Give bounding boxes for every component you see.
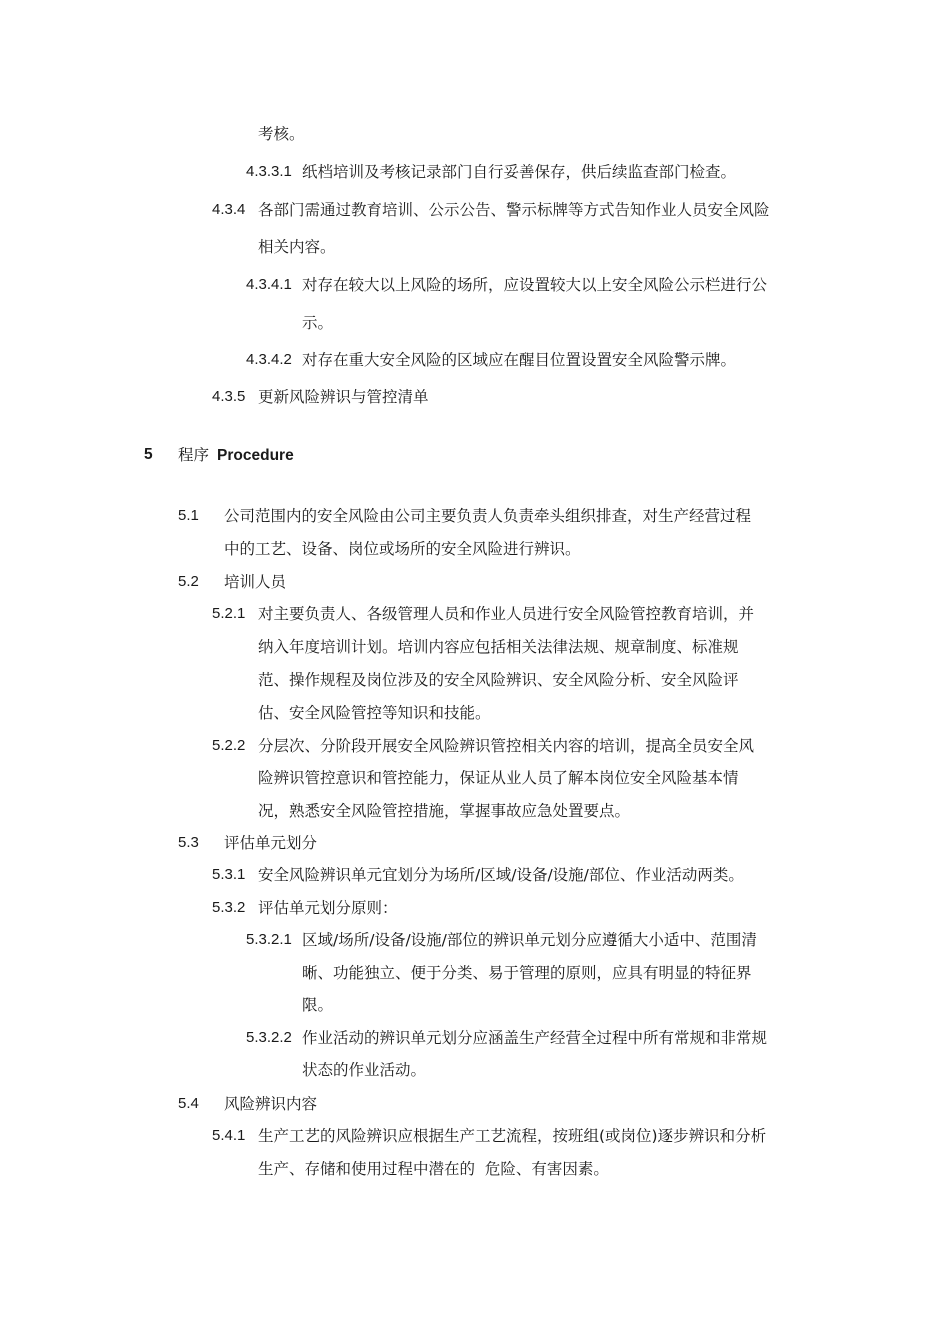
clause-text: 风险辨识内容 bbox=[224, 1095, 318, 1113]
paragraph-continuation: 晰、功能独立、便于分类、易于管理的原则，应具有明显的特征界 bbox=[302, 964, 752, 982]
clause-text: 纸档培训及考核记录部门自行妥善保存，供后续监查部门检查。 bbox=[302, 163, 737, 181]
clause-text: 评估单元划分原则： bbox=[258, 899, 398, 917]
clause-text: 分层次、分阶段开展安全风险辨识管控相关内容的培训，提高全员安全风 bbox=[258, 737, 755, 755]
clause-number: 5.2.2 bbox=[212, 737, 246, 754]
section-title bbox=[178, 445, 294, 466]
paragraph-continuation: 险辨识管控意识和管控能力，保证从业人员了解本岗位安全风险基本情 bbox=[258, 769, 739, 787]
section-title-en: Procedure bbox=[217, 447, 294, 464]
paragraph-continuation: 估、安全风险管控等知识和技能。 bbox=[258, 704, 491, 722]
paragraph-continuation: 示。 bbox=[302, 314, 334, 332]
paragraph-continuation: 纳入年度培训计划。培训内容应包括相关法律法规、规章制度、标准规 bbox=[258, 638, 739, 656]
clause-number: 5.3.2.2 bbox=[246, 1029, 292, 1046]
clause-number: 4.3.3.1 bbox=[246, 163, 292, 180]
clause-number: 5.3.1 bbox=[212, 866, 246, 883]
clause-text: 区域/场所/设备/设施/部位的辨识单元划分应遵循大小适中、范围清 bbox=[302, 931, 757, 949]
section-number: 5 bbox=[144, 446, 153, 463]
clause-text: 评估单元划分 bbox=[224, 834, 318, 852]
clause-text: 作业活动的辨识单元划分应涵盖生产经营全过程中所有常规和非常规 bbox=[302, 1029, 768, 1047]
clause-text: 培训人员 bbox=[224, 573, 287, 591]
clause-text: 更新风险辨识与管控清单 bbox=[258, 388, 429, 406]
paragraph-continuation: 况，熟悉安全风险管控措施，掌握事故应急处置要点。 bbox=[258, 802, 631, 820]
clause-text: 各部门需通过教育培训、公示公告、警示标牌等方式告知作业人员安全风险 bbox=[258, 201, 770, 219]
clause-number: 4.3.4.2 bbox=[246, 351, 292, 368]
clause-number: 4.3.5 bbox=[212, 388, 246, 405]
clause-text: 公司范围内的安全风险由公司主要负责人负责牵头组织排查，对生产经营过程 bbox=[224, 507, 752, 525]
clause-number: 5.3.2 bbox=[212, 899, 246, 916]
clause-number: 5.2.1 bbox=[212, 605, 246, 622]
clause-number: 5.1 bbox=[178, 507, 199, 524]
paragraph-continuation: 范、操作规程及岗位涉及的安全风险辨识、安全风险分析、安全风险评 bbox=[258, 671, 739, 689]
clause-text: 生产工艺的风险辨识应根据生产工艺流程，按班组(或岗位)逐步辨识和分析 bbox=[258, 1127, 767, 1145]
clause-text: 对主要负责人、各级管理人员和作业人员进行安全风险管控教育培训，并 bbox=[258, 605, 755, 623]
clause-text: 对存在重大安全风险的区域应在醒目位置设置安全风险警示牌。 bbox=[302, 351, 737, 369]
section-title-cn: 程序 bbox=[178, 446, 210, 464]
paragraph-continuation: 生产、存储和使用过程中潜在的 危险、有害因素。 bbox=[258, 1160, 609, 1178]
clause-number: 4.3.4 bbox=[212, 201, 246, 218]
paragraph-continuation: 限。 bbox=[302, 996, 334, 1014]
clause-number: 5.4.1 bbox=[212, 1127, 246, 1144]
clause-number: 5.3.2.1 bbox=[246, 931, 292, 948]
paragraph-continuation: 相关内容。 bbox=[258, 238, 336, 256]
paragraph-continuation: 状态的作业活动。 bbox=[302, 1061, 427, 1079]
clause-number: 5.4 bbox=[178, 1095, 199, 1112]
clause-text: 对存在较大以上风险的场所，应设置较大以上安全风险公示栏进行公 bbox=[302, 276, 768, 294]
clause-number: 4.3.4.1 bbox=[246, 276, 292, 293]
paragraph-continuation: 中的工艺、设备、岗位或场所的安全风险进行辨识。 bbox=[224, 540, 581, 558]
paragraph-continuation: 考核。 bbox=[258, 125, 305, 143]
clause-text: 安全风险辨识单元宜划分为场所/区域/设备/设施/部位、作业活动两类。 bbox=[258, 866, 744, 884]
clause-number: 5.2 bbox=[178, 573, 199, 590]
clause-number: 5.3 bbox=[178, 834, 199, 851]
